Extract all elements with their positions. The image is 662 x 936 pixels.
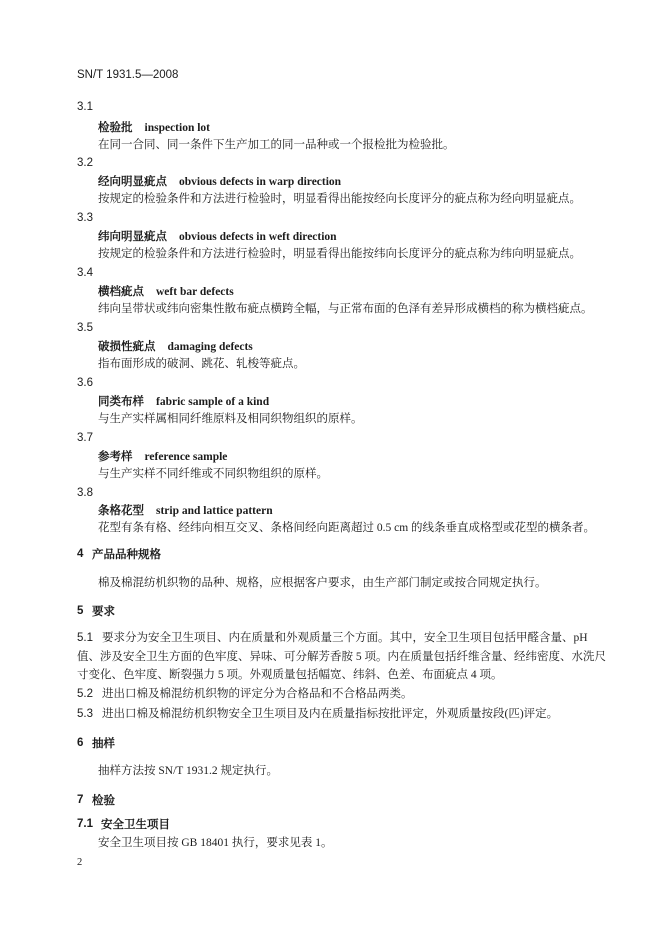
term-heading bbox=[98, 229, 337, 244]
clause-line: 进出口棉及棉混纺机织物安全卫生项目及内在质量指标按批评定，外观质量按段(匹)评定。 bbox=[102, 708, 559, 720]
term-name-en: weft bar defects bbox=[156, 286, 234, 298]
term-number: 3.5 bbox=[77, 322, 93, 334]
term-definition: 指布面形成的破洞、跳花、轧梭等疵点。 bbox=[98, 358, 305, 370]
term-name-zh: 经向明显疵点 bbox=[98, 174, 167, 188]
clause-number: 5.3 bbox=[77, 708, 93, 720]
term-number: 3.7 bbox=[77, 432, 93, 444]
section-title: 产品品种规格 bbox=[92, 547, 161, 561]
term-name-en: fabric sample of a kind bbox=[156, 396, 270, 408]
section-paragraph: 抽样方法按 SN/T 1931.2 规定执行。 bbox=[98, 765, 278, 777]
term-number: 3.1 bbox=[77, 101, 93, 113]
term-definition: 与生产实样不同纤维或不同织物组织的原样。 bbox=[98, 468, 328, 480]
term-name-en: strip and lattice pattern bbox=[156, 505, 273, 517]
term-definition: 在同一合同、同一条件下生产加工的同一品种或一个报检批为检验批。 bbox=[98, 139, 455, 151]
term-name-zh: 参考样 bbox=[98, 449, 133, 463]
term-name-en: obvious defects in warp direction bbox=[179, 176, 342, 188]
term-number: 3.6 bbox=[77, 377, 93, 389]
subsection-paragraph: 安全卫生项目按 GB 18401 执行，要求见表 1。 bbox=[98, 837, 333, 849]
section-number: 7 bbox=[77, 794, 84, 806]
subsection-title: 安全卫生项目 bbox=[101, 817, 170, 831]
section-title: 检验 bbox=[92, 793, 115, 807]
term-definition: 按规定的检验条件和方法进行检验时，明显看得出能按经向长度评分的疵点称为经向明显疵点。 bbox=[98, 193, 581, 205]
clause-line: 值、涉及安全卫生方面的色牢度、异味、可分解芳香胺 5 项。内在质量包括纤维含量、经纬密度、水洗尺 bbox=[77, 651, 606, 663]
term-name-en: obvious defects in weft direction bbox=[179, 231, 337, 243]
term-name-en: inspection lot bbox=[144, 122, 210, 134]
term-name-en: damaging defects bbox=[167, 341, 253, 353]
section-number: 6 bbox=[77, 737, 84, 749]
term-heading bbox=[98, 174, 341, 189]
term-heading bbox=[98, 339, 253, 354]
section-number: 5 bbox=[77, 605, 84, 617]
term-name-en: reference sample bbox=[144, 451, 228, 463]
term-name-zh: 横档疵点 bbox=[98, 284, 144, 298]
term-name-zh: 同类布样 bbox=[98, 394, 144, 408]
clause-line: 要求分为安全卫生项目、内在质量和外观质量三个方面。其中，安全卫生项目包括甲醛含量、pH bbox=[102, 632, 588, 644]
term-heading bbox=[98, 284, 234, 299]
clause-line: 寸变化、色牢度、断裂强力 5 项。外观质量包括幅宽、纬斜、色差、布面疵点 4 项。 bbox=[77, 669, 503, 681]
term-number: 3.2 bbox=[77, 157, 93, 169]
term-definition: 花型有条有格、经纬向相互交叉、条格间经向距离超过 0.5 cm 的线条垂直成格型或花型的横条者。 bbox=[98, 522, 596, 534]
term-heading bbox=[98, 394, 269, 409]
term-name-zh: 条格花型 bbox=[98, 503, 144, 517]
subsection-number: 7.1 bbox=[77, 818, 93, 830]
section-title: 要求 bbox=[92, 604, 115, 618]
term-number: 3.8 bbox=[77, 487, 93, 499]
section-paragraph: 棉及棉混纺机织物的品种、规格，应根据客户要求，由生产部门制定或按合同规定执行。 bbox=[98, 577, 547, 589]
standard-code: SN/T 1931.5—2008 bbox=[77, 69, 179, 81]
term-number: 3.3 bbox=[77, 212, 93, 224]
clause-line: 进出口棉及棉混纺机织物的评定分为合格品和不合格品两类。 bbox=[102, 688, 413, 700]
page-number: 2 bbox=[77, 857, 83, 868]
term-definition: 纬向呈带状或纬向密集性散布疵点横跨全幅，与正常布面的色泽有差异形成横档的称为横档疵点。 bbox=[98, 303, 593, 315]
term-name-zh: 检验批 bbox=[98, 120, 133, 134]
term-heading bbox=[98, 120, 210, 135]
term-heading bbox=[98, 503, 273, 518]
term-name-zh: 纬向明显疵点 bbox=[98, 229, 167, 243]
term-definition: 按规定的检验条件和方法进行检验时，明显看得出能按纬向长度评分的疵点称为纬向明显疵点。 bbox=[98, 248, 581, 260]
term-definition: 与生产实样属相同纤维原料及相同织物组织的原样。 bbox=[98, 413, 363, 425]
term-heading bbox=[98, 449, 227, 464]
term-number: 3.4 bbox=[77, 267, 93, 279]
clause-number: 5.1 bbox=[77, 632, 93, 644]
section-title: 抽样 bbox=[92, 736, 115, 750]
term-name-zh: 破损性疵点 bbox=[98, 339, 156, 353]
clause-number: 5.2 bbox=[77, 688, 93, 700]
section-number: 4 bbox=[77, 548, 84, 560]
